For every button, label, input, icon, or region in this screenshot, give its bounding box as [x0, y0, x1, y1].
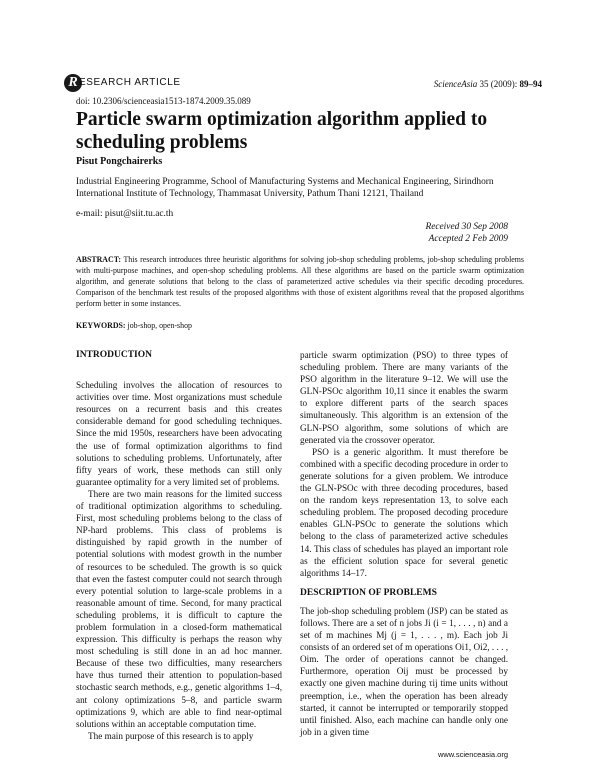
author-name: Pisut Pongchairerks — [76, 156, 163, 167]
article-header — [64, 74, 542, 94]
paragraph: Scheduling involves the allocation of resources to activities over time. Most organizations must schedule resources on a recurrent basis and this creates considerable demand for good scheduling techniques. Since the mid 1950s, researchers have been advocating the use of formal optimization algorithms to find solutions to scheduling problems. Unfortunately, after fifty years of work, these methods can still only guarantee optimality for a very limited set of problems. — [76, 380, 282, 487]
paragraph: PSO is a generic algorithm. It must therefore be combined with a specific decoding procedure in order to generate solutions for a given problem. We introduce the GLN-PSOc with three decoding procedures, based on the random keys representation 13, to solve each scheduling problem. The proposed decoding procedure enables GLN-PSOc to generate the solutions which belong to the class of parameterized active schedules 14. This class of schedules has played an important role as the efficient solution space for several genetic algorithms 14–17. — [300, 446, 508, 578]
journal-volume: 35 (2009): — [479, 79, 518, 89]
paragraph: The main purpose of this research is to apply — [88, 730, 254, 741]
keywords — [76, 321, 192, 330]
journal-pages: 89–94 — [519, 79, 542, 89]
abstract-text: This research introduces three heuristic algorithms for solving job-shop scheduling problems, job-shop scheduling problems with multi-purpose machines, and open-shop scheduling problems. All these algorithms are based on the particle swarm optimization algorithm, and generate solutions that belong to the class of parameterized active schedules via their specific decoding procedures. Comparison of the benchmark test results of the proposed algorithms with those of existent algorithms reveal that the proposed algorithms perform better in some instances. — [76, 255, 524, 308]
left-column — [76, 349, 282, 742]
journal-name: ScienceAsia — [433, 79, 478, 89]
author-affiliation: Industrial Engineering Programme, School of Manufacturing Systems and Mechanical Engineering, Sirindhorn International Institute of Technology, Thammasat University, Pathum Thani 12121, Thailand — [76, 177, 494, 199]
author-email[interactable]: e-mail: pisut@siit.tu.ac.th — [76, 209, 174, 219]
section-heading-introduction: INTRODUCTION — [76, 350, 153, 360]
paragraph: particle swarm optimization (PSO) to three types of scheduling problem. There are many variants of the PSO algorithm in the literature 9–12. We will use the GLN-PSOc algorithm 10,11 since it enables the swarm to explore different parts of the search spaces simultaneously. This algorithm is an extension of the GLN-PSO algorithm, some solutions of which are generated via the crossover operator. — [300, 350, 508, 445]
journal-reference — [434, 79, 542, 89]
paragraph: The job-shop scheduling problem (JSP) can be stated as follows. There are a set of n jobs Ji (i = 1, . . . , n) and a set of m machines Mj (j = 1, . . . , m). Each job Ji consists of an ordered set of m operations Oi1, Oi2, . . . , Oim. The order of operations cannot be changed. Furthermore, operation Oij must be processed by exactly one given machine during τij time units without preemption, i.e., when the operation has been already started, it cannot be interrupted or temporarily stopped until finished. Also, each machine can handle only one job in a given time — [300, 605, 508, 737]
doi[interactable]: doi: 10.2306/scienceasia1513-1874.2009.35.089 — [76, 96, 251, 106]
footer-url[interactable]: www.scienceasia.org — [437, 750, 508, 759]
abstract — [76, 255, 524, 310]
keywords-text: job-shop, open-shop — [127, 321, 192, 330]
keywords-label: KEYWORDS: — [76, 321, 126, 330]
journal-logo: R — [64, 74, 82, 92]
article-type: ESEARCH ARTICLE — [79, 77, 181, 88]
section-heading-description-of-problems: DESCRIPTION OF PROBLEMS — [300, 587, 437, 598]
abstract-label: ABSTRACT: — [76, 255, 122, 264]
paper-title: Particle swarm optimization algorithm applied to scheduling problems — [76, 109, 488, 153]
accepted-date: Accepted 2 Feb 2009 — [428, 234, 508, 244]
right-column — [300, 349, 508, 738]
paragraph: There are two main reasons for the limited success of traditional optimization algorithms to scheduling. First, most scheduling problems belong to the class of NP-hard problems. This class of problems is distinguished by rapid growth in the number of potential solutions with modest growth in the number of resources to be scheduled. The growth is so quick that even the fastest computer could not search through every potential solution to large-scale problems in a reasonable amount of time. Second, for many practical scheduling problems, it is difficult to capture the problem formulation in a closed-form mathematical expression. This difficulty is perhaps the reason why most scheduling is still done in an ad hoc manner. Because of these two difficulties, many researchers have thus turned their attention to population-based stochastic search methods, e.g., genetic algorithms 1–4, ant colony optimizations 5–8, and particle swarm optimizations 9, which are able to find near-optimal solutions within an acceptable computation time. — [76, 488, 282, 729]
submission-dates — [425, 221, 508, 245]
received-date: Received 30 Sep 2008 — [425, 222, 508, 232]
